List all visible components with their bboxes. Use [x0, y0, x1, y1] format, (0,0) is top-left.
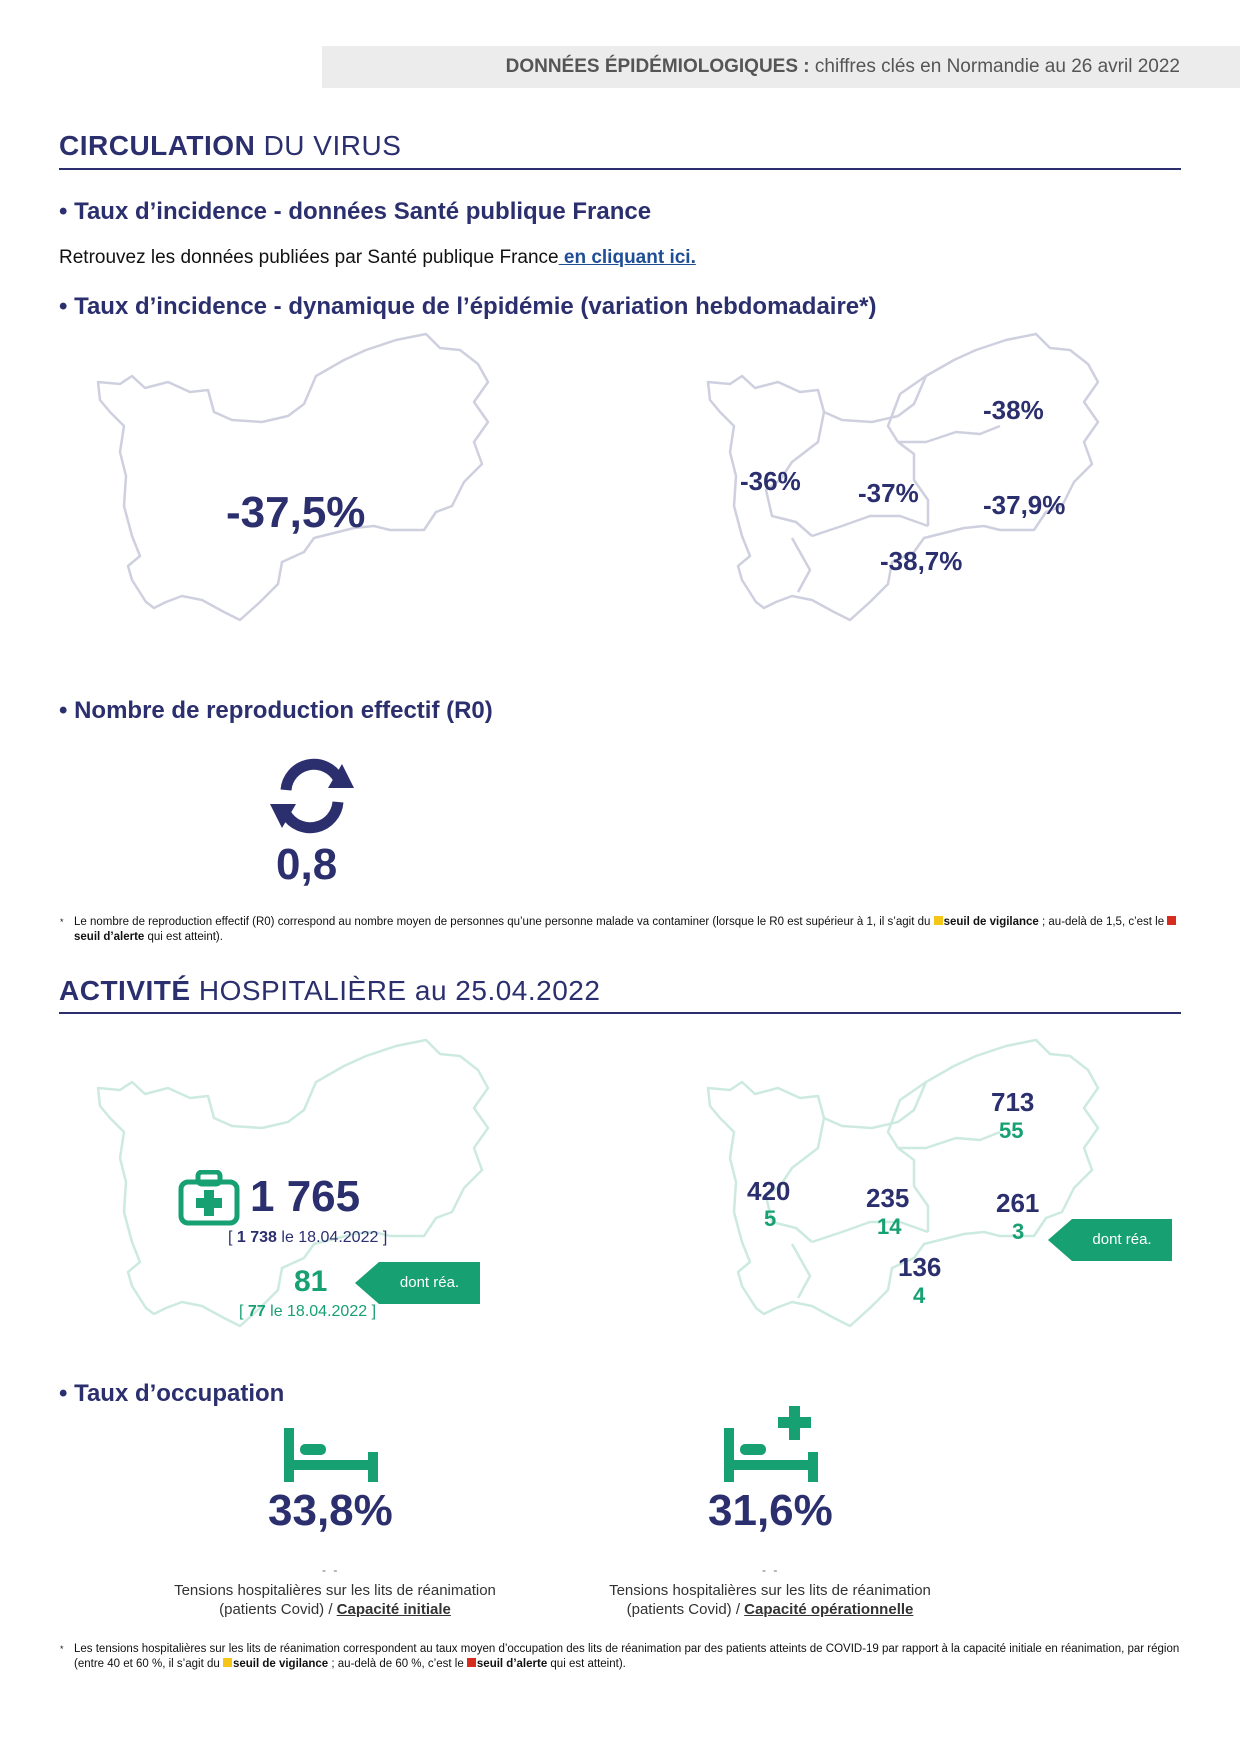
circulation-title-bold: CIRCULATION	[59, 130, 256, 161]
caption-initial-line2: (patients Covid) /	[219, 1601, 337, 1618]
hospital-total-prev-value: 1 738	[236, 1229, 277, 1246]
hospital-title-rest: HOSPITALIÈRE au 25.04.2022	[190, 975, 601, 1006]
alerte-square-icon	[1167, 916, 1176, 925]
manche-hospital-total: 420	[747, 1176, 791, 1206]
occupation-initial: 33,8%	[268, 1486, 393, 1535]
dont-rea-tag-left: dont réa.	[379, 1262, 480, 1304]
dash-mark-2: - -	[762, 1563, 780, 1577]
caption-operational	[590, 1581, 950, 1619]
hospital-total-prev-date: le 18.04.2022	[276, 1229, 383, 1246]
eure-hospital-rea: 3	[1012, 1219, 1025, 1244]
caption-initial	[155, 1581, 515, 1619]
bed-icon	[282, 1426, 380, 1484]
occupation-title: • Taux d’occupation	[59, 1380, 285, 1407]
incidence-title: • Taux d’incidence - données Santé publique France	[59, 198, 652, 225]
alerte-square-icon-2	[467, 1658, 476, 1667]
hospital-total: 1 765	[250, 1172, 361, 1221]
bed-plus-icon	[722, 1406, 822, 1484]
r0-footnote-marker: *	[60, 917, 64, 927]
incidence-link[interactable]: en cliquant ici.	[558, 247, 696, 268]
hospital-footnote	[60, 1642, 1180, 1672]
r0-title: • Nombre de reproduction effectif (R0)	[59, 697, 493, 724]
dont-rea-tag-right: dont réa.	[1072, 1219, 1172, 1261]
dont-rea-arrow-left	[355, 1262, 379, 1304]
hospital-title-bold: ACTIVITÉ	[59, 975, 191, 1006]
header-text	[506, 56, 1180, 78]
hospital-note-start: Les tensions hospitalières sur les lits de réanimation correspondent au taux moyen d’occupation des lits de réanimation par des patients atteints de COVID-19 par rapport à la capacité initiale en réanimation, par région (entre 40 et 60 %, il s’agit du	[74, 1643, 1180, 1670]
hospital-rule	[59, 1012, 1181, 1014]
r0-note-vigilance: seuil de vigilance	[943, 916, 1039, 928]
manche-hospital-rea: 5	[764, 1206, 777, 1231]
seine-maritime-hospital-total: 713	[991, 1087, 1035, 1117]
orne-hospital-total: 136	[898, 1252, 942, 1282]
dash-mark-1: - -	[322, 1563, 340, 1577]
vigilance-square-icon-2	[223, 1658, 232, 1667]
manche-incidence: -36%	[740, 466, 801, 496]
calvados-hospital-total: 235	[866, 1183, 910, 1213]
hospital-title	[59, 975, 600, 1007]
hospital-note-mid: ; au-delà de 60 %, c’est le	[328, 1658, 467, 1670]
hospital-rea-prev-date: le 18.04.2022	[265, 1303, 372, 1320]
eure-hospital-total: 261	[996, 1188, 1040, 1218]
orne-hospital-rea: 4	[913, 1283, 926, 1308]
incidence-text	[59, 247, 696, 269]
orne-incidence: -38,7%	[880, 546, 963, 576]
hospital-note-vigilance: seuil de vigilance	[232, 1658, 329, 1670]
circulation-title	[59, 130, 401, 162]
header-rest: chiffres clés en Normandie au 26 avril 2022	[809, 56, 1180, 77]
r0-note-start: Le nombre de reproduction effectif (R0) correspond au nombre moyen de personnes qu’une personne malade va contaminer (lorsque le R0 est supérieur à 1, il s’agit du	[74, 916, 934, 928]
caption-operational-line1: Tensions hospitalières sur les lits de réanimation	[609, 1582, 931, 1599]
vigilance-square-icon	[934, 916, 943, 925]
caption-operational-line2: (patients Covid) /	[626, 1601, 745, 1618]
occupation-operational: 31,6%	[708, 1486, 833, 1535]
calvados-hospital-rea: 14	[877, 1214, 902, 1239]
seine-maritime-hospital-rea: 55	[999, 1118, 1024, 1143]
r0-note-mid: ; au-delà de 1,5, c’est le	[1038, 916, 1168, 928]
hospital-note-alerte: seuil d’alerte	[476, 1658, 548, 1670]
hospital-rea-prev-value: 77	[247, 1303, 266, 1320]
refresh-cycle-icon	[266, 750, 358, 842]
circulation-rule	[59, 168, 1181, 170]
incidence-text-body: Retrouvez les données publiées par Santé publique France	[59, 247, 559, 268]
region-incidence-value: -37,5%	[226, 488, 366, 537]
hospital-rea: 81	[294, 1265, 328, 1298]
hospital-total-prev: [ 1 738 le 18.04.2022 ]	[228, 1229, 388, 1246]
r0-value: 0,8	[276, 840, 338, 889]
r0-footnote	[60, 915, 1180, 945]
circulation-title-rest: DU VIRUS	[255, 130, 402, 161]
caption-initial-line1: Tensions hospitalières sur les lits de réanimation	[174, 1582, 496, 1599]
r0-note-end: qui est atteint).	[144, 931, 223, 943]
caption-operational-link[interactable]: Capacité opérationnelle	[744, 1601, 914, 1618]
dont-rea-arrow-right	[1048, 1219, 1072, 1261]
eure-incidence: -37,9%	[983, 490, 1066, 520]
seine-maritime-incidence: -38%	[983, 395, 1044, 425]
hospital-rea-prev: [ 77 le 18.04.2022 ]	[239, 1303, 377, 1320]
calvados-incidence: -37%	[858, 478, 919, 508]
r0-note-alerte: seuil d’alerte	[74, 931, 145, 943]
hospital-footnote-marker: *	[60, 1644, 64, 1654]
hospital-note-end: qui est atteint).	[547, 1658, 626, 1670]
caption-initial-link[interactable]: Capacité initiale	[336, 1601, 451, 1618]
header-bold: DONNÉES ÉPIDÉMIOLOGIQUES :	[505, 56, 810, 77]
dynamic-title: • Taux d’incidence - dynamique de l’épidémie (variation hebdomadaire*)	[59, 293, 877, 320]
header-band	[322, 46, 1240, 88]
medical-kit-icon	[178, 1170, 240, 1226]
